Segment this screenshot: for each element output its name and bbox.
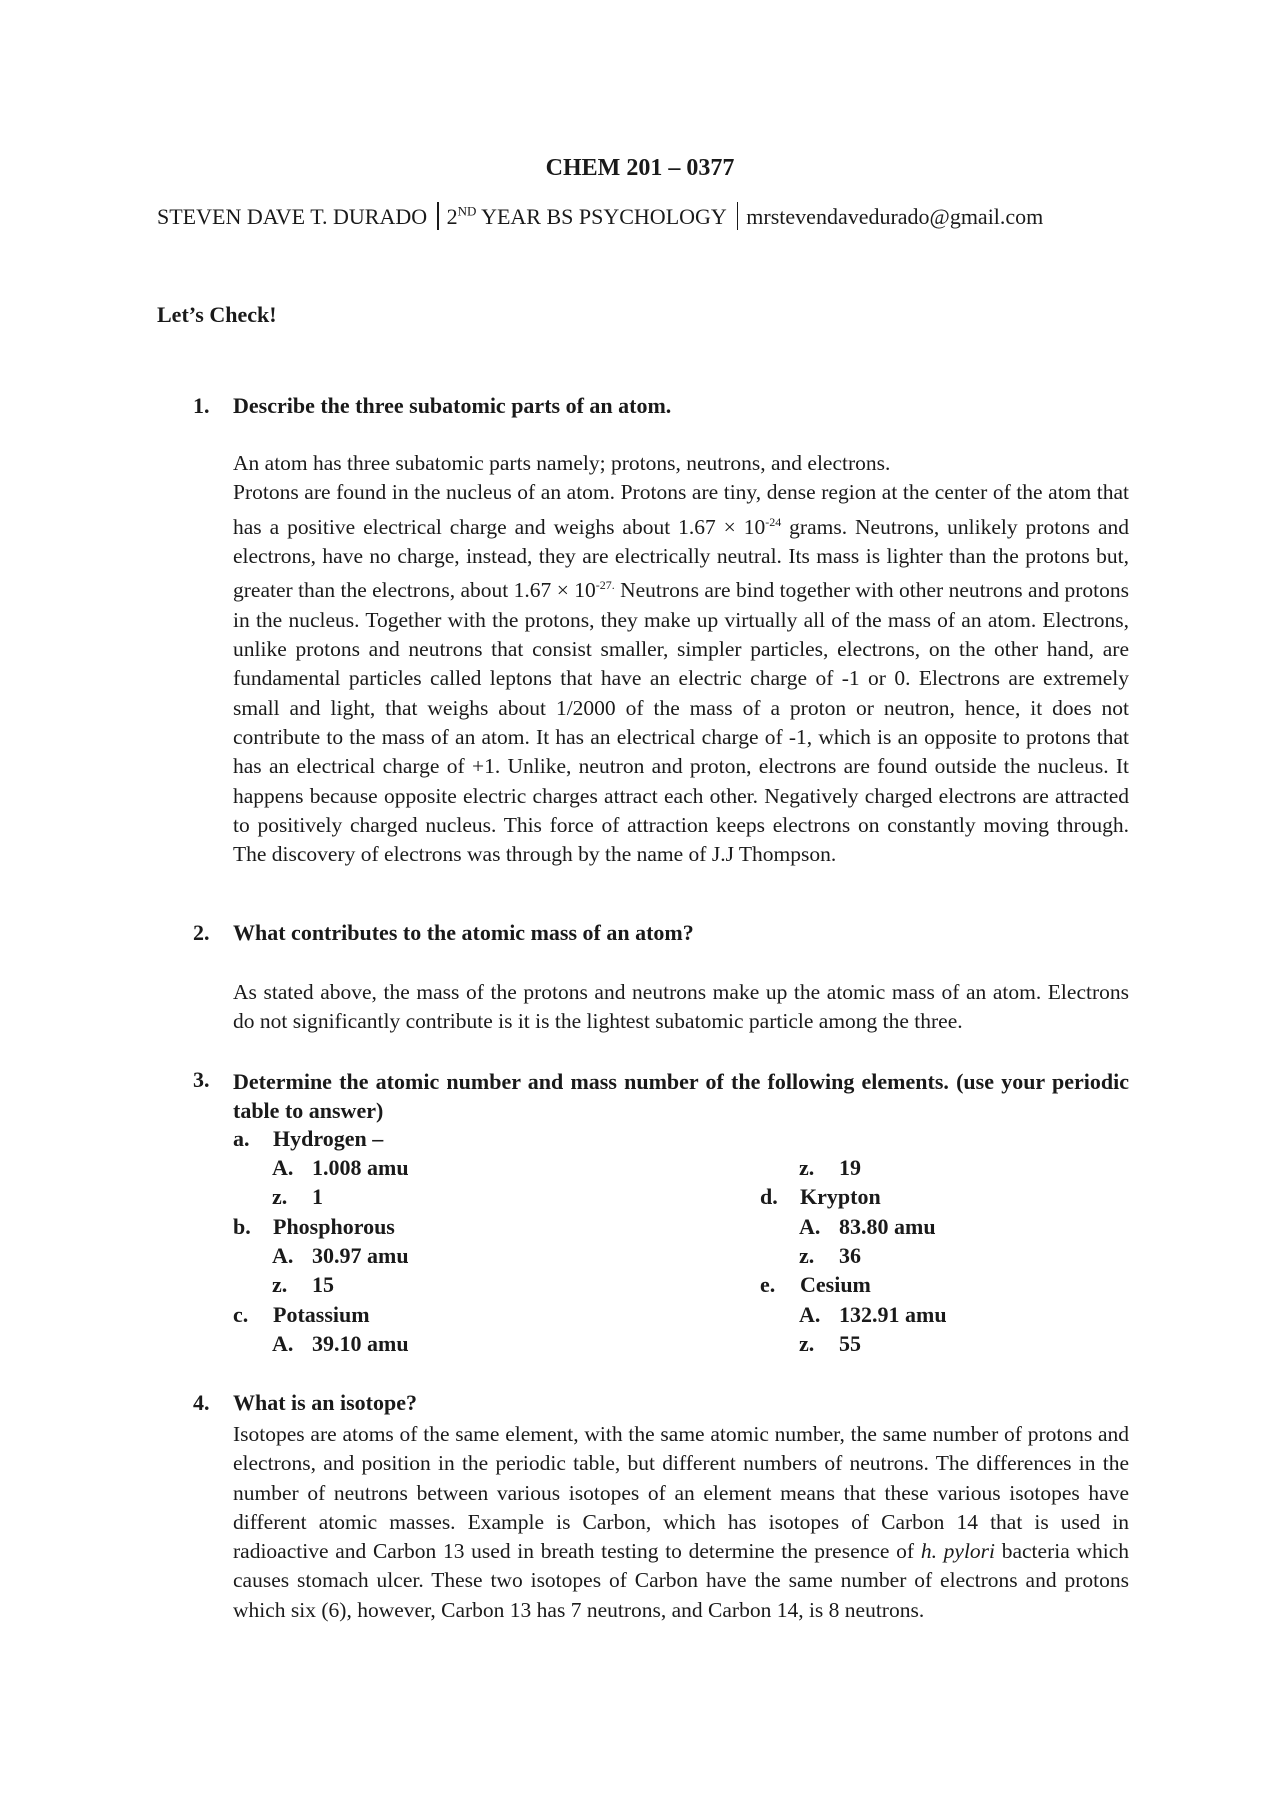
element-phosphorous-number: z. 15 xyxy=(272,1272,334,1297)
element-krypton-mass: A. 83.80 amu xyxy=(799,1214,936,1239)
element-cesium-number: z. 55 xyxy=(799,1331,861,1356)
element-krypton: d. Krypton xyxy=(760,1184,881,1209)
question-1-heading: Describe the three subatomic parts of an atom. xyxy=(233,393,672,418)
question-number: 3. xyxy=(193,1067,210,1092)
author-name: STEVEN DAVE T. DURADO xyxy=(157,204,428,229)
element-hydrogen: a. Hydrogen – xyxy=(233,1126,384,1151)
element-cesium: e. Cesium xyxy=(760,1272,871,1297)
element-potassium-mass: A. 39.10 amu xyxy=(272,1331,409,1356)
author-email: mrstevendavedurado@gmail.com xyxy=(746,204,1044,229)
element-phosphorous: b. Phosphorous xyxy=(233,1214,395,1239)
element-hydrogen-number: z. 1 xyxy=(272,1184,323,1209)
question-number: 4. xyxy=(193,1390,210,1415)
answer-intro: An atom has three subatomic parts namely; protons, neutrons, and electrons. xyxy=(233,451,891,475)
author-line xyxy=(157,202,1127,230)
element-cesium-mass: A. 132.91 amu xyxy=(799,1302,947,1327)
question-4-heading: What is an isotope? xyxy=(233,1390,417,1415)
question-3-heading: Determine the atomic number and mass number of the following elements. (use your periodic table to answer) xyxy=(233,1069,1129,1124)
section-title: Let’s Check! xyxy=(157,302,277,327)
question-4-answer: Isotopes are atoms of the same element, with the same atomic number, the same number of protons and electrons, and position in the periodic table, but different numbers of neutrons. The differences in the number of neutrons between various isotopes of an element means that these various isotopes have different atomic masses. Example is Carbon, which has isotopes of Carbon 14 that is used in radioactive and Carbon 13 used in breath testing to determine the presence of h. pylori bacteria which causes stomach ulcer. These two isotopes of Carbon have the same number of electrons and protons which six (6), however, Carbon 13 has 7 neutrons, and Carbon 14, is 8 neutrons. xyxy=(233,1422,1130,1622)
element-phosphorous-mass: A. 30.97 amu xyxy=(272,1243,409,1268)
element-potassium: c. Potassium xyxy=(233,1302,370,1327)
separator xyxy=(737,202,739,230)
element-hydrogen-mass: A. 1.008 amu xyxy=(272,1155,409,1180)
question-number: 1. xyxy=(193,393,210,418)
year-prefix: 2 xyxy=(446,204,458,229)
year-program: YEAR BS PSYCHOLOGY xyxy=(476,204,727,229)
separator xyxy=(437,202,439,230)
question-1-answer xyxy=(233,449,1129,869)
answer-body: Protons are found in the nucleus of an atom. Protons are tiny, dense region at the center of the atom that has a positive electrical charge and weighs about $1.67 \times 10^{-24}$ grams. Neutrons, unlikely protons and electrons, have no charge, instead, they are electrically neutral. Its mass is lighter than the protons but, greater than the electrons, about $1.67 \times 10^{-27.}$ Neutrons are bind together with other neutrons and protons in the nucleus. Together with the protons, they make up virtually all of the mass of an atom. Electrons, unlike protons and neutrons that consist smaller, simpler particles, electrons, on the other hand, are fundamental particles called leptons that have an electric charge of -1 or 0. Electrons are extremely small and light, that weighs about 1/2000 of the mass of a proton or neutron, hence, it does not contribute to the mass of an atom. It has an electrical charge of -1, which is an opposite to protons that has an electrical charge of +1. Unlike, neutron and proton, electrons are found outside the nucleus. It happens because opposite electric charges attract each other. Negatively charged electrons are attracted to positively charged nucleus. This force of attraction keeps electrons on constantly moving through. The discovery of electrons was through by the name of J.J Thompson. xyxy=(233,480,1130,867)
element-krypton-number: z. 36 xyxy=(799,1243,861,1268)
document-title: CHEM 201 – 0377 xyxy=(545,155,735,181)
question-2-heading: What contributes to the atomic mass of an atom? xyxy=(233,920,694,945)
element-potassium-number: z. 19 xyxy=(799,1155,861,1180)
question-2-answer: As stated above, the mass of the protons and neutrons make up the atomic mass of an atom. Electrons do not significantly contribute is it is the lightest subatomic particle among the three. xyxy=(233,980,1129,1034)
year-suffix: ND xyxy=(457,203,477,219)
question-number: 2. xyxy=(193,920,210,945)
